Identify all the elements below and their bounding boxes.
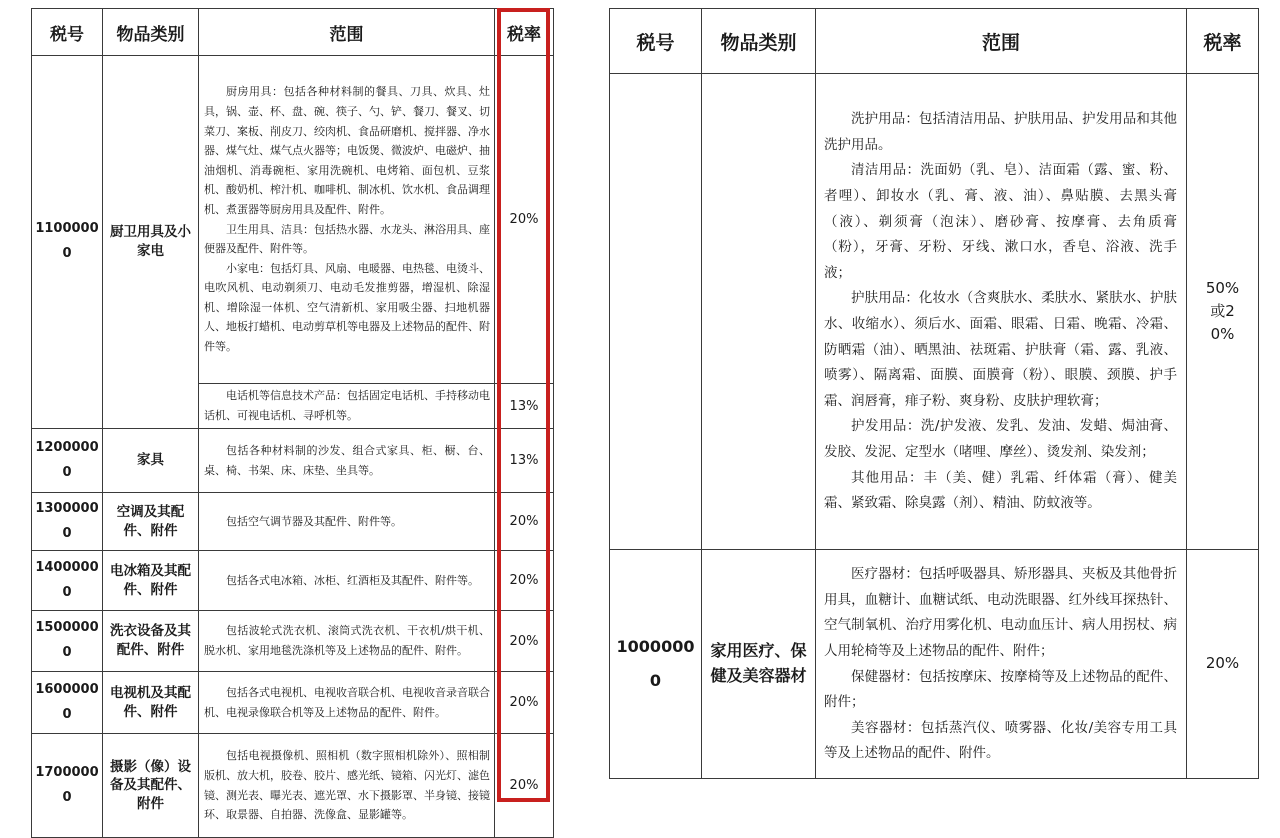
scope-paragraph: 包括空气调节器及其配件、附件等。 xyxy=(226,514,402,528)
scope-paragraph: 卫生用具、洁具：包括热水器、水龙头、淋浴用具、座便器及配件、附件等。 xyxy=(204,222,490,256)
scope-cell xyxy=(816,550,1187,779)
tax-code-cell: 1100000 0 xyxy=(32,56,103,429)
table-row xyxy=(32,672,554,734)
rate-cell: 20% xyxy=(495,551,554,611)
category-cell: 摄影（像）设备及其配件、附件 xyxy=(103,734,199,838)
category-cell: 洗衣设备及其配件、附件 xyxy=(103,611,199,672)
scope-cell xyxy=(199,672,495,734)
header-code: 税号 xyxy=(32,9,103,56)
header-rate: 税率 xyxy=(495,9,554,56)
tax-code-cell: 1400000 0 xyxy=(32,551,103,611)
header-category: 物品类别 xyxy=(702,9,816,74)
rate-cell: 20% xyxy=(495,56,554,384)
scope-cell xyxy=(199,734,495,838)
category-cell: 家用医疗、保健及美容器材 xyxy=(702,550,816,779)
table-row xyxy=(32,429,554,493)
header-code: 税号 xyxy=(610,9,702,74)
scope-cell xyxy=(816,74,1187,550)
header-scope: 范围 xyxy=(816,9,1187,74)
table-row xyxy=(32,551,554,611)
tax-code-cell: 1000000 0 xyxy=(610,550,702,779)
category-cell: 电视机及其配件、附件 xyxy=(103,672,199,734)
scope-cell xyxy=(199,493,495,551)
table-row xyxy=(32,493,554,551)
scope-cell xyxy=(199,384,495,429)
scope-paragraph: 包括各式电视机、电视收音联合机、电视收音录音联合机、电视录像联合机等及上述物品的配件、附件。 xyxy=(204,685,490,719)
rate-cell: 13% xyxy=(495,429,554,493)
header-rate: 税率 xyxy=(1187,9,1259,74)
header-category: 物品类别 xyxy=(103,9,199,56)
rate-cell: 50% 或2 0% xyxy=(1187,74,1259,550)
scope-paragraph: 保健器材：包括按摩床、按摩椅等及上述物品的配件、附件； xyxy=(824,668,1177,711)
scope-paragraph: 洗护用品：包括清洁用品、护肤用品、护发用品和其他洗护用品。 xyxy=(824,111,1177,153)
scope-paragraph: 包括各式电冰箱、冰柜、红酒柜及其配件、附件等。 xyxy=(226,573,479,587)
scope-paragraph: 小家电：包括灯具、风扇、电暖器、电热毯、电烫斗、电吹风机、电动剃须刀、电动毛发推剪器，增湿机、除湿机、增除湿一体机、空气清新机、家用吸尘器、扫地机器人、地板打蜡机、电动剪草机等电器及上述物品的配件、附件等。 xyxy=(204,261,490,354)
table-row xyxy=(32,611,554,672)
tax-code-cell: 1600000 0 xyxy=(32,672,103,734)
scope-paragraph: 厨房用具：包括各种材料制的餐具、刀具、炊具、灶具，锅、壶、杯、盘、碗、筷子、勺、铲、餐刀、餐叉、切菜刀、案板、削皮刀、绞肉机、食品研磨机、搅拌器、净水器、煤气灶、煤气点火器等；电饭煲、微波炉、电磁炉、抽油烟机、消毒碗柜、家用洗碗机、电烤箱、面包机、豆浆机、酸奶机、榨汁机、咖啡机、制冰机、饮水机、食品调理机、煮蛋器等厨房用具及配件、附件。 xyxy=(204,85,490,216)
category-cell: 厨卫用具及小家电 xyxy=(103,56,199,429)
scope-paragraph: 其他用品：丰（美、健）乳霜、纤体霜（膏）、健美霜、紧致霜、除臭露（剂）、精油、防蚊液等。 xyxy=(824,469,1177,512)
scope-paragraph: 护肤用品：化妆水（含爽肤水、柔肤水、紧肤水、护肤水、收缩水）、须后水、面霜、眼霜、日霜、晚霜、冷霜、防晒霜（油）、晒黑油、祛斑霜、护肤膏（霜、露、乳液、喷雾）、隔离霜、面膜、面膜膏（粉）、眼膜、颈膜、护手霜、润唇膏，痱子粉、爽身粉、皮肤护理软膏； xyxy=(824,290,1177,409)
rate-cell: 20% xyxy=(495,611,554,672)
tax-code-cell: 1300000 0 xyxy=(32,493,103,551)
rate-cell: 20% xyxy=(1187,550,1259,779)
scope-paragraph: 清洁用品：洗面奶（乳、皂）、洁面霜（露、蜜、粉、者哩）、卸妆水（乳、膏、液、油）、鼻贴膜、去黑头膏（液）、剃须膏（泡沫）、磨砂膏、按摩膏、去角质膏（粉），牙膏、牙粉、牙线、漱口水，香皂、浴液、洗手液； xyxy=(824,162,1177,281)
header-row xyxy=(610,9,1259,74)
table-row xyxy=(610,74,1259,550)
header-scope: 范围 xyxy=(199,9,495,56)
rate-cell: 13% xyxy=(495,384,554,429)
category-cell xyxy=(702,74,816,550)
table-row xyxy=(32,56,554,384)
scope-paragraph: 医疗器材：包括呼吸器具、矫形器具、夹板及其他骨折用具，血糖计、血糖试纸、电动洗眼器、红外线耳探热针、空气制氧机、治疗用雾化机、电动血压计、病人用拐杖、病人用轮椅等及上述物品的配件、附件； xyxy=(824,566,1177,659)
category-cell: 电冰箱及其配件、附件 xyxy=(103,551,199,611)
scope-paragraph: 包括各种材料制的沙发、组合式家具、柜、橱、台、桌、椅、书架、床、床垫、坐具等。 xyxy=(204,443,490,477)
rate-cell: 20% xyxy=(495,734,554,838)
table-row xyxy=(610,550,1259,779)
rate-cell: 20% xyxy=(495,672,554,734)
tax-code-cell xyxy=(610,74,702,550)
rate-cell: 20% xyxy=(495,493,554,551)
category-cell: 空调及其配件、附件 xyxy=(103,493,199,551)
scope-cell xyxy=(199,611,495,672)
scope-paragraph: 包括电视摄像机、照相机（数字照相机除外）、照相制版机、放大机，胶卷、胶片、感光纸、镜箱、闪光灯、滤色镜、测光表、曝光表、遮光罩、水下摄影罩、半身镜、接镜环、取景器、自拍器、洗像盒、显影罐等。 xyxy=(204,749,490,822)
scope-cell xyxy=(199,551,495,611)
scope-cell xyxy=(199,56,495,384)
tax-code-cell: 1700000 0 xyxy=(32,734,103,838)
tax-code-cell: 1200000 0 xyxy=(32,429,103,493)
category-cell: 家具 xyxy=(103,429,199,493)
scope-paragraph: 护发用品：洗/护发液、发乳、发油、发蜡、焗油膏、发胶、发泥、定型水（啫哩、摩丝）、烫发剂、染发剂； xyxy=(824,418,1177,460)
tax-code-cell: 1500000 0 xyxy=(32,611,103,672)
scope-cell xyxy=(199,429,495,493)
table-row xyxy=(32,734,554,838)
scope-paragraph: 包括波轮式洗衣机、滚筒式洗衣机、干衣机/烘干机、脱水机、家用地毯洗涤机等及上述物品的配件、附件。 xyxy=(204,624,490,657)
scope-paragraph: 美容器材：包括蒸汽仪、喷雾器、化妆/美容专用工具等及上述物品的配件、附件。 xyxy=(824,719,1177,762)
tax-table-right xyxy=(609,8,1259,779)
header-row xyxy=(32,9,554,56)
scope-paragraph: 电话机等信息技术产品：包括固定电话机、手持移动电话机、可视电话机、寻呼机等。 xyxy=(204,389,490,422)
tax-table-left xyxy=(31,8,554,838)
